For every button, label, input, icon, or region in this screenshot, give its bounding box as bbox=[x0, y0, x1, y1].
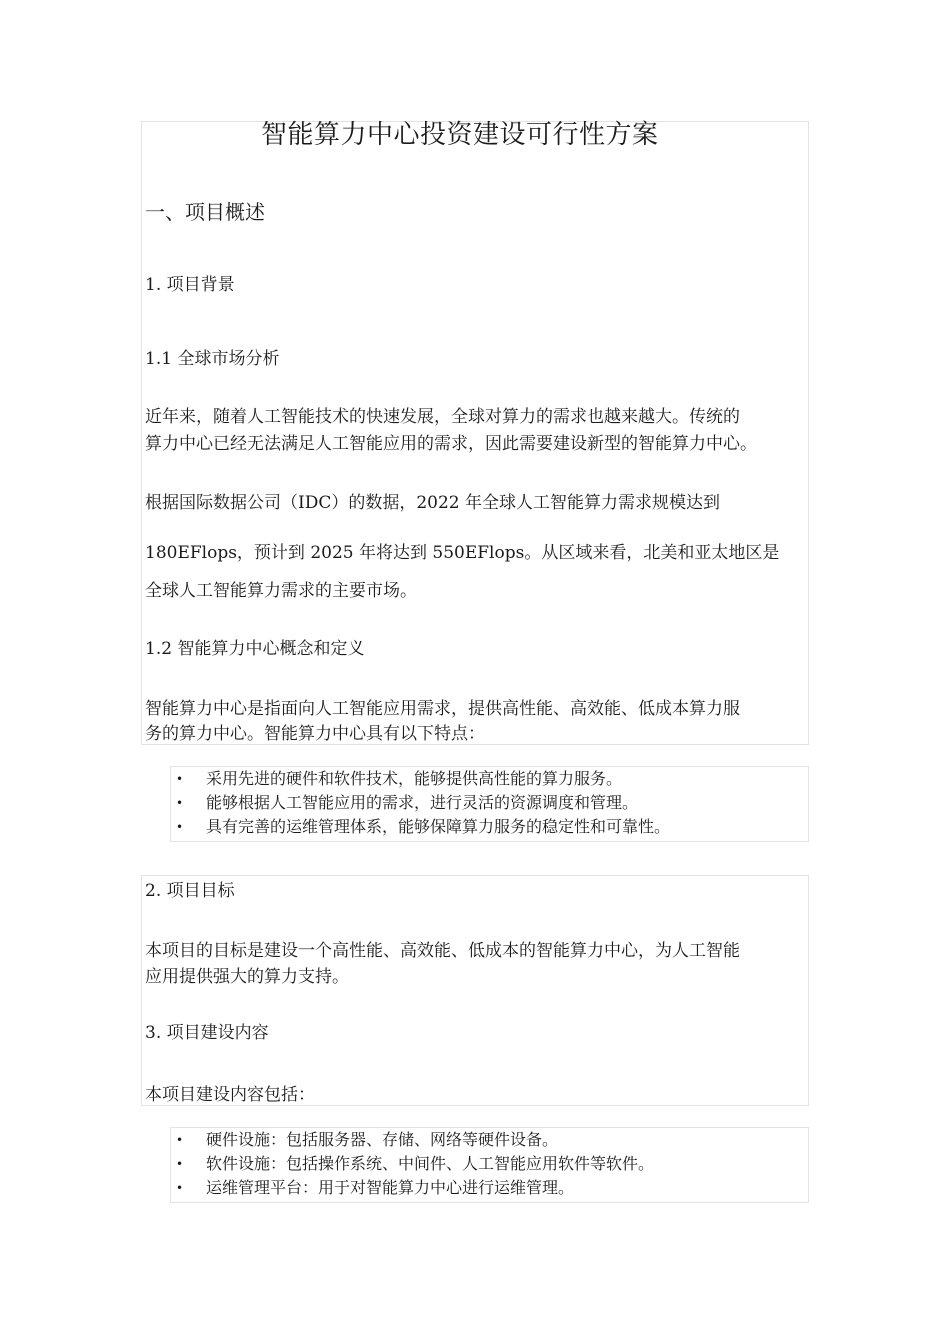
heading-construction-content: 3. 项目建设内容 bbox=[145, 1023, 269, 1043]
document-title: 智能算力中心投资建设可行性方案 bbox=[261, 120, 659, 150]
section-heading-overview: 一、项目概述 bbox=[145, 200, 265, 224]
bullet-glyph: • bbox=[176, 772, 184, 786]
paragraph-line: 务的算力中心。智能算力中心具有以下特点： bbox=[145, 724, 485, 744]
heading-project-goal: 2. 项目目标 bbox=[145, 881, 235, 901]
paragraph-line: 根据国际数据公司（IDC）的数据，2022 年全球人工智能算力需求规模达到 bbox=[145, 493, 721, 513]
heading-global-market: 1.1 全球市场分析 bbox=[145, 349, 280, 369]
paragraph-line: 算力中心已经无法满足人工智能应用的需求，因此需要建设新型的智能算力中心。 bbox=[145, 434, 757, 454]
heading-project-background: 1. 项目背景 bbox=[145, 275, 235, 295]
heading-concept-definition: 1.2 智能算力中心概念和定义 bbox=[145, 639, 365, 659]
bullet-glyph: • bbox=[176, 820, 184, 834]
paragraph-line: 智能算力中心是指面向人工智能应用需求，提供高性能、高效能、低成本算力服 bbox=[145, 699, 740, 719]
bullet-glyph: • bbox=[176, 1157, 184, 1171]
paragraph-line: 180EFlops，预计到 2025 年将达到 550EFlops。从区域来看，北美和亚太地区是 bbox=[145, 543, 780, 563]
content-frame-2 bbox=[141, 875, 809, 1106]
paragraph-line: 应用提供强大的算力支持。 bbox=[145, 967, 349, 987]
paragraph-line: 全球人工智能算力需求的主要市场。 bbox=[145, 581, 417, 601]
bullet-glyph: • bbox=[176, 1133, 184, 1147]
paragraph-line: 本项目建设内容包括： bbox=[145, 1085, 315, 1105]
bullet-glyph: • bbox=[176, 796, 184, 810]
paragraph-line: 近年来，随着人工智能技术的快速发展，全球对算力的需求也越来越大。传统的 bbox=[145, 407, 740, 427]
paragraph-line: 本项目的目标是建设一个高性能、高效能、低成本的智能算力中心，为人工智能 bbox=[145, 941, 740, 961]
bullet-glyph: • bbox=[176, 1181, 184, 1195]
